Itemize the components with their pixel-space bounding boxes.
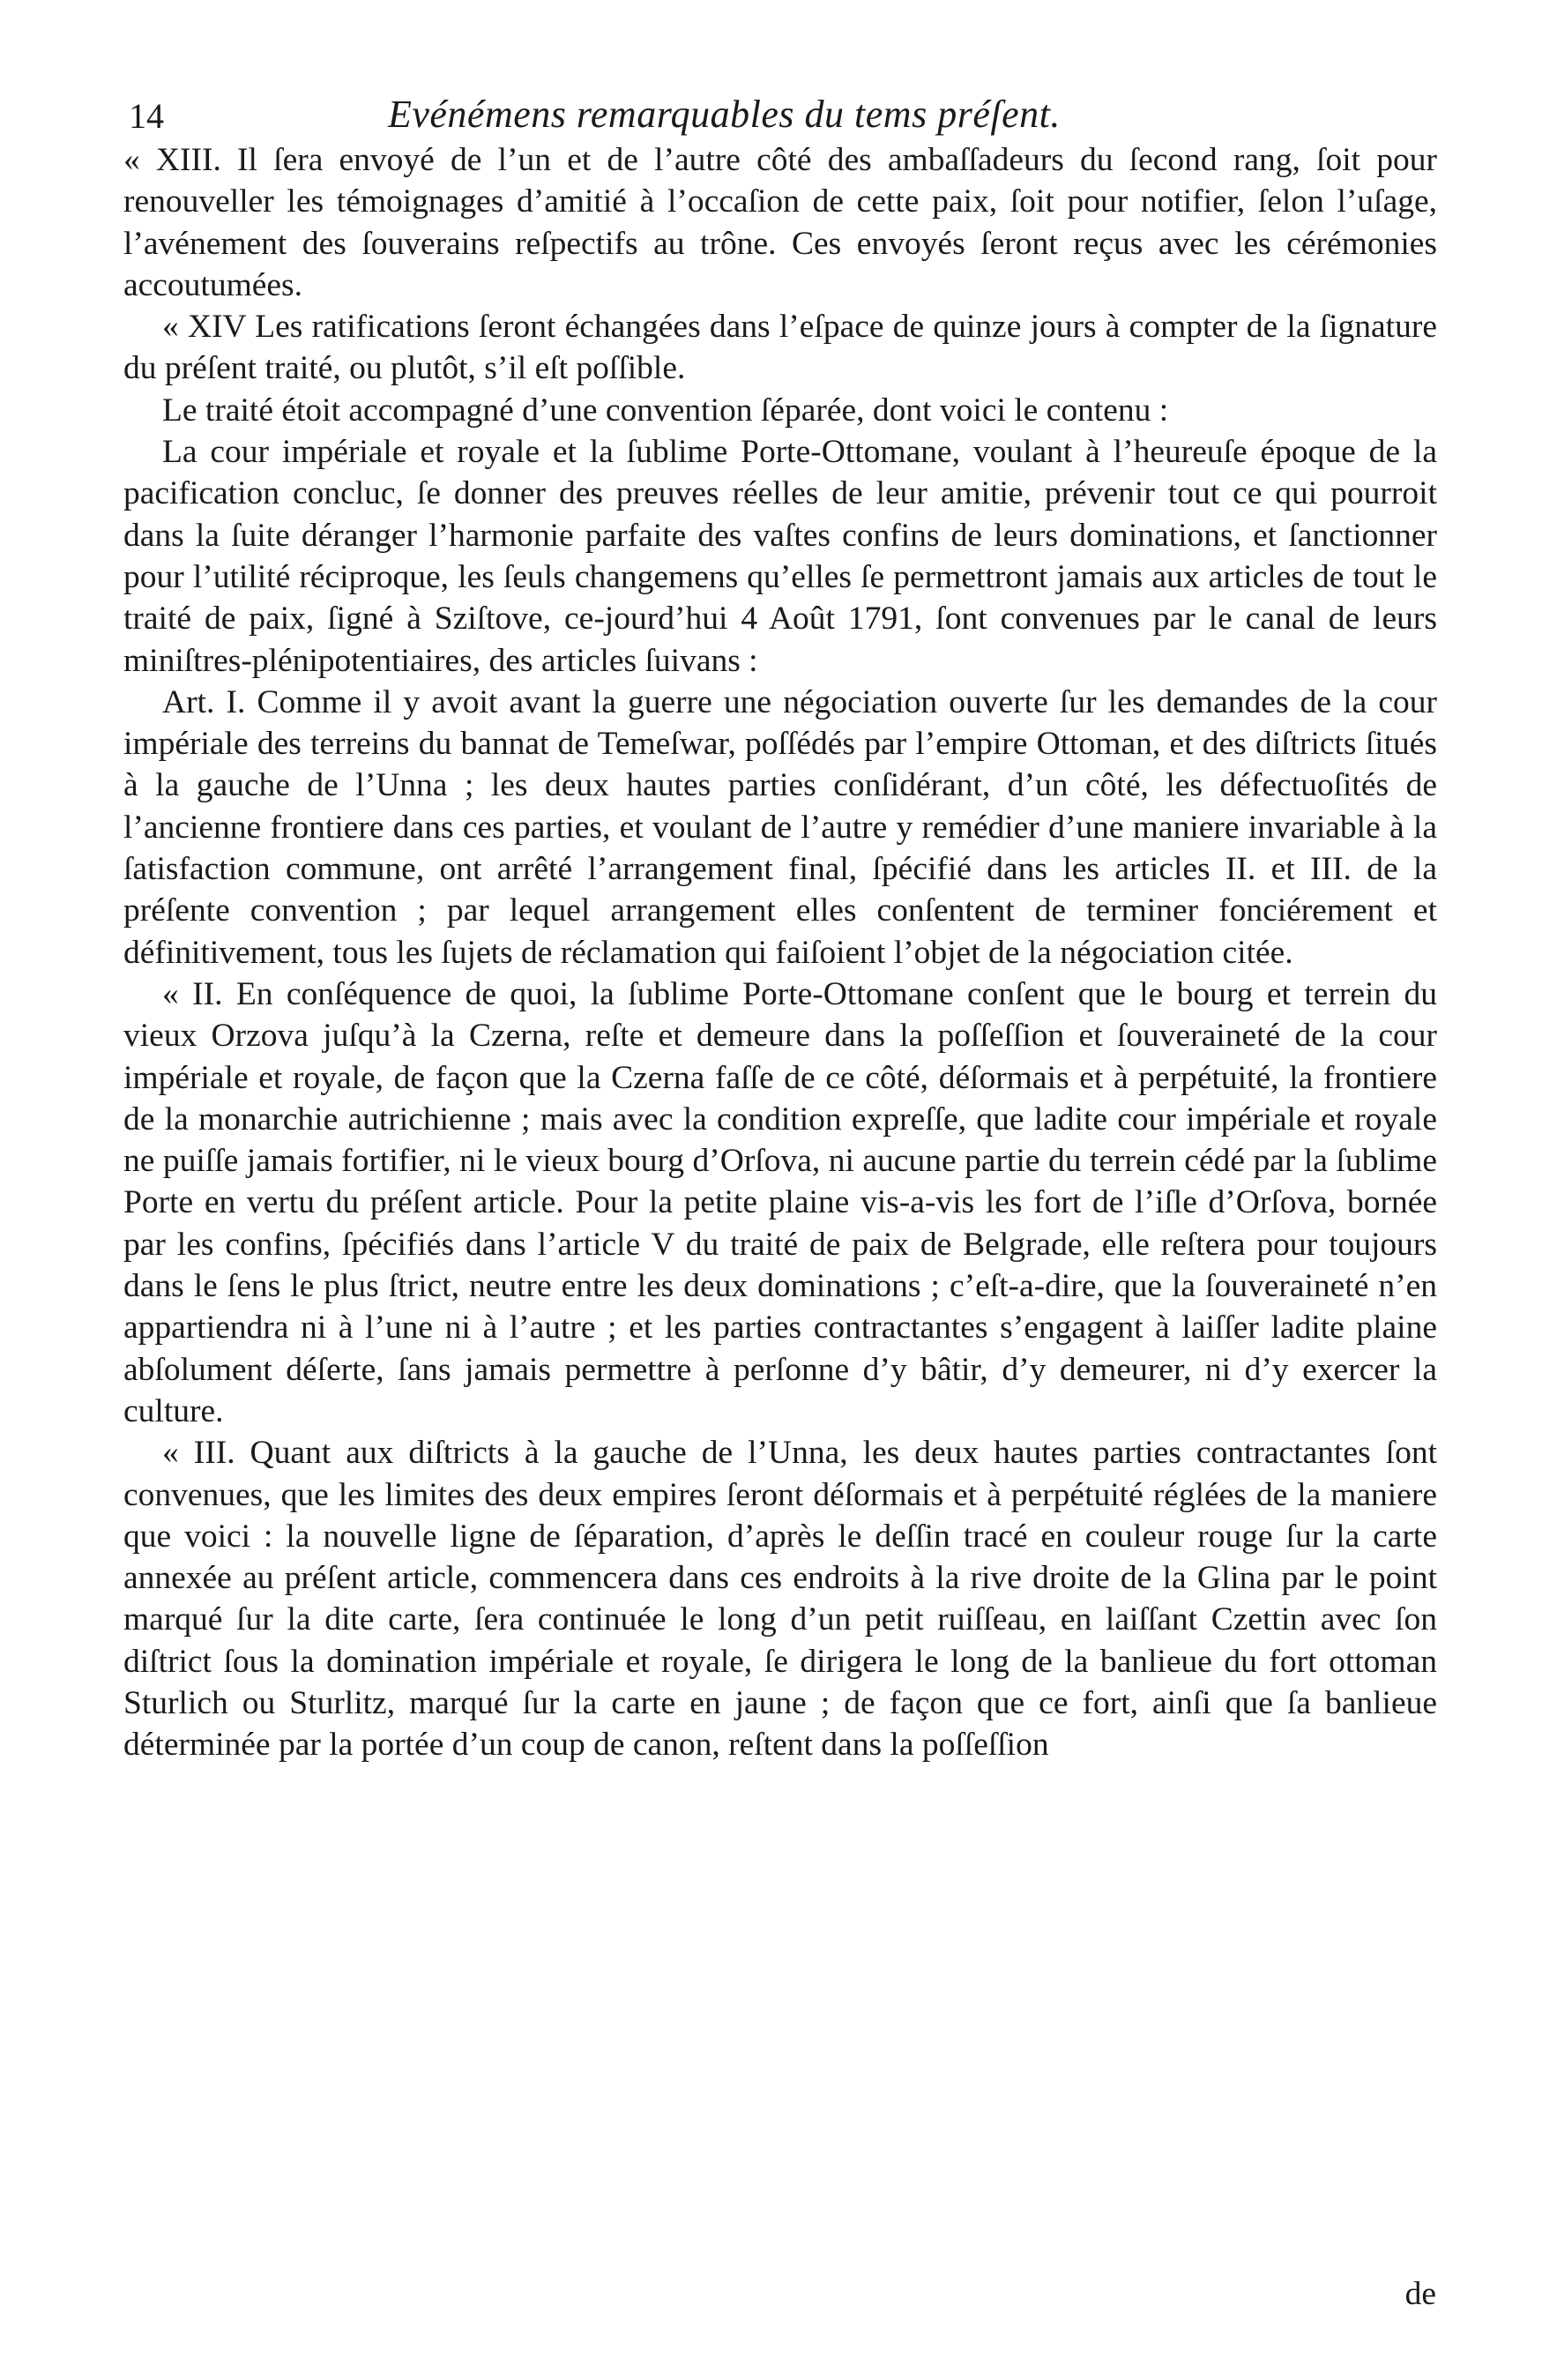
paragraph-convention-intro: Le traité étoit accompagné d’une convention ſéparée, dont voici le contenu :	[162, 392, 1169, 429]
running-title: Evénémens remarquables du tems préſent.	[388, 93, 1061, 136]
document-page	[123, 78, 1437, 1766]
paragraph-convention-preamble: La cour impériale et royale et la ſublime Porte-Ottomane, voulant à l’heureuſe époque de la pacification concluc, ſe donner des preuves réelles de leur amitie, prévenir tout ce qui pourroit dans la ſuite déranger l’harmonie parfaite des vaſtes confins de leurs dominations, et ſanctionner pour l’utilité réciproque, les ſeuls changemens qu’elles ſe permettront jamais aux articles de tout le traité de paix, ſigné à Sziſtove, ce-jourd’hui 4 Août 1791, ſont convenues par le canal de leurs miniſtres-plénipotentiaires, des articles ſuivans :	[123, 434, 1437, 679]
paragraph-article-xiv: « XIV Les ratifications ſeront échangées dans l’eſpace de quinze jours à compter de la ſignature du préſent traité, ou plutôt, s’il eſt poſſible.	[123, 309, 1437, 387]
paragraph-convention-art-iii: « III. Quant aux diſtricts à la gauche de l’Unna, les deux hautes parties contractantes ſont convenues, que les limites des deux empires ſeront déſormais et à perpétuité réglées de la maniere que voici : la nouvelle ligne de ſéparation, d’après le deſſin tracé en couleur rouge ſur la carte annexée au préſent article, commencera dans ces endroits à la rive droite de la Glina par le point marqué ſur la dite carte, ſera continuée le long d’un petit ruiſſeau, en laiſſant Czettin avec ſon diſtrict ſous la domination impériale et royale, ſe dirigera le long de la banlieue du fort ottoman Sturlich ou Sturlitz, marqué ſur la carte en jaune ; de façon que ce fort, ainſi que ſa banlieue déterminée par la portée d’un coup de canon, reſtent dans la poſſeſſion	[123, 1435, 1437, 1764]
catchword: de	[1404, 2276, 1436, 2312]
body-text	[123, 139, 1437, 1766]
paragraph-article-xiii: « XIII. Il ſera envoyé de l’un et de l’autre côté des ambaſſadeurs du ſecond rang, ſoit pour renouveller les témoignages d’amitié à l’occaſion de cette paix, ſoit pour notifier, ſelon l’uſage, l’avénement des ſouverains reſpectifs au trône. Ces envoyés ſeront reçus avec les cérémonies accoutumées.	[123, 142, 1437, 303]
page-number: 14	[129, 96, 164, 136]
running-header	[123, 78, 1437, 139]
paragraph-convention-art-ii: « II. En conſéquence de quoi, la ſublime Porte-Ottomane conſent que le bourg et terrein du vieux Orzova juſqu’à la Czerna, reſte et demeure dans la poſſeſſion et ſouveraineté de la cour impériale et royale, de façon que la Czerna faſſe de ce côté, déſormais et à perpétuité, la frontiere de la monarchie autrichienne ; mais avec la condition expreſſe, que ladite cour impériale et royale ne puiſſe jamais fortifier, ni le vieux bourg d’Orſova, ni aucune partie du terrein cédé par la ſublime Porte en vertu du préſent article. Pour la petite plaine vis-a-vis les fort de l’iſle d’Orſova, bornée par les confins, ſpécifiés dans l’article V du traité de paix de Belgrade, elle reſtera pour toujours dans le ſens le plus ſtrict, neutre entre les deux dominations ; c’eſt-a-dire, que la ſouveraineté n’en appartiendra ni à l’une ni à l’autre ; et les parties contractantes s’engagent à laiſſer ladite plaine abſolument déſerte, ſans jamais permettre à perſonne d’y bâtir, d’y demeurer, ni d’y exercer la culture.	[123, 975, 1437, 1429]
paragraph-convention-art-i: Art. I. Comme il y avoit avant la guerre une négociation ouverte ſur les demandes de la cour impériale des terreins du bannat de Temeſwar, poſſédés par l’empire Ottoman, et des diſtricts ſitués à la gauche de l’Unna ; les deux hautes parties conſidérant, d’un côté, les défectuoſités de l’ancienne frontiere dans ces parties, et voulant de l’autre y remédier d’une maniere invariable à la ſatisfaction commune, ont arrêté l’arrangement final, ſpécifié dans les articles II. et III. de la préſente convention ; par lequel arrangement elles conſentent de terminer fonciérement et définitivement, tous les ſujets de réclamation qui faiſoient l’objet de la négociation citée.	[123, 683, 1437, 971]
